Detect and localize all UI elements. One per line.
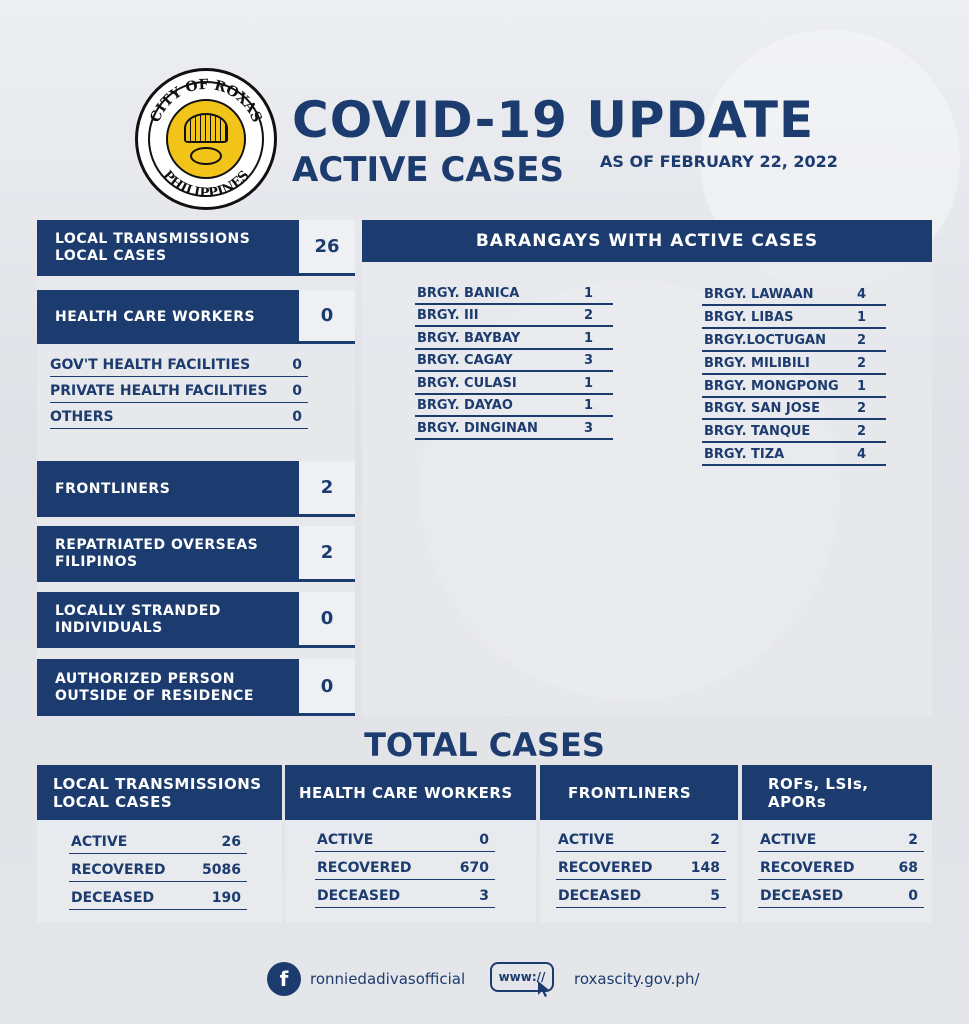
www-label: www:// [498, 970, 546, 984]
totals-row [758, 855, 924, 880]
barangay-name: BRGY. DINGINAN [417, 421, 538, 436]
barangay-row [702, 306, 886, 329]
barangay-count: 1 [583, 286, 593, 301]
barangay-name: BRGY. CAGAY [417, 353, 513, 368]
category-label: AUTHORIZED PERSON OUTSIDE OF RESIDENCE [37, 659, 299, 716]
breakdown-value: 0 [292, 383, 302, 399]
totals-row [69, 829, 247, 854]
barangay-count: 2 [856, 424, 866, 439]
totals-row-label: RECOVERED [71, 862, 166, 878]
totals-row [758, 883, 924, 908]
category-value: 2 [299, 526, 355, 582]
barangay-name: BRGY. CULASI [417, 376, 517, 391]
barangay-row [702, 329, 886, 352]
breakdown-value: 0 [292, 409, 302, 425]
barangay-count: 1 [856, 310, 866, 325]
barangay-row [702, 397, 886, 420]
totals-column-header: FRONTLINERS [540, 765, 738, 820]
barangay-count: 2 [856, 401, 866, 416]
barangay-name: BRGY. LAWAAN [704, 287, 814, 302]
totals-column-header: ROFs, LSIs, APORs [742, 765, 932, 820]
city-seal-logo [135, 68, 277, 210]
barangay-count: 1 [583, 376, 593, 391]
category-local-transmissions [37, 220, 355, 276]
totals-row-label: ACTIVE [760, 832, 817, 848]
barangay-row [415, 304, 613, 327]
total-cases-title: TOTAL CASES [364, 726, 605, 764]
website-link[interactable]: roxascity.gov.ph/ [574, 970, 700, 988]
barangay-count: 4 [856, 447, 866, 462]
totals-row-value: 5 [710, 888, 720, 904]
totals-column-health-care-workers [285, 765, 536, 923]
totals-row [758, 827, 924, 852]
barangay-count: 2 [856, 333, 866, 348]
seal-bottom-text: PHILIPPINES [159, 168, 253, 202]
breakdown-label: GOV'T HEALTH FACILITIES [50, 357, 251, 373]
totals-row-value: 5086 [202, 862, 241, 878]
totals-row [315, 855, 495, 880]
barangay-row [702, 352, 886, 375]
totals-column-frontliners [540, 765, 738, 923]
totals-row-label: DECEASED [558, 888, 642, 904]
hcw-breakdown-row [50, 404, 308, 429]
totals-row [315, 883, 495, 908]
category-authorized-person-outside-residence [37, 659, 355, 716]
barangay-row [415, 282, 613, 305]
totals-row-value: 68 [898, 860, 918, 876]
barangay-row [415, 372, 613, 395]
totals-row-value: 2 [908, 832, 918, 848]
totals-row [315, 827, 495, 852]
seal-emblem [166, 99, 246, 179]
totals-row-label: ACTIVE [71, 834, 128, 850]
page-subtitle: ACTIVE CASES [292, 150, 564, 190]
barangay-count: 1 [856, 379, 866, 394]
category-frontliners [37, 461, 355, 517]
barangay-row [415, 417, 613, 440]
totals-row-value: 148 [690, 860, 720, 876]
totals-column-rof-lsi-apor [742, 765, 932, 923]
barangay-name: BRGY. TANQUE [704, 424, 811, 439]
page-title: COVID-19 UPDATE [292, 91, 815, 149]
barangay-row [702, 443, 886, 466]
barangay-count: 3 [583, 421, 593, 436]
barangay-row [702, 283, 886, 306]
facebook-handle[interactable]: ronniedadivasofficial [310, 970, 466, 988]
barangay-count: 1 [583, 398, 593, 413]
category-label: LOCALLY STRANDED INDIVIDUALS [37, 592, 299, 648]
breakdown-label: PRIVATE HEALTH FACILITIES [50, 383, 268, 399]
barangay-count: 4 [856, 287, 866, 302]
category-value: 26 [299, 220, 355, 276]
category-value: 0 [299, 659, 355, 716]
category-label: HEALTH CARE WORKERS [37, 290, 299, 344]
barangay-row [702, 375, 886, 398]
barangay-count: 2 [856, 356, 866, 371]
category-value: 0 [299, 592, 355, 648]
cursor-arrow-icon [536, 980, 552, 998]
category-locally-stranded-individuals [37, 592, 355, 648]
category-value: 0 [299, 290, 355, 344]
totals-row [69, 885, 247, 910]
hcw-breakdown-row [50, 378, 308, 403]
totals-row-value: 0 [479, 832, 489, 848]
barangay-count: 2 [583, 308, 593, 323]
barangay-name: BRGY. TIZA [704, 447, 785, 462]
totals-row-value: 26 [221, 834, 241, 850]
barangay-name: BRGY. III [417, 308, 479, 323]
totals-row [556, 883, 726, 908]
totals-column-local [37, 765, 282, 923]
category-label: FRONTLINERS [37, 461, 299, 517]
totals-row-label: DECEASED [317, 888, 401, 904]
as-of-date: AS OF FEBRUARY 22, 2022 [600, 152, 838, 171]
totals-row-label: ACTIVE [558, 832, 615, 848]
category-health-care-workers [37, 290, 355, 344]
barangay-name: BRGY. MILIBILI [704, 356, 810, 371]
barangay-row [702, 420, 886, 443]
totals-row-label: RECOVERED [760, 860, 855, 876]
barangay-count: 3 [583, 353, 593, 368]
barangay-name: BRGY.LOCTUGAN [704, 333, 826, 348]
hcw-breakdown-row [50, 352, 308, 377]
category-label: LOCAL TRANSMISSIONS LOCAL CASES [37, 220, 299, 276]
shell-icon [184, 113, 228, 143]
totals-row-label: DECEASED [71, 890, 155, 906]
category-value: 2 [299, 461, 355, 517]
barangay-name: BRGY. SAN JOSE [704, 401, 820, 416]
barangay-name: BRGY. LIBAS [704, 310, 794, 325]
barangay-name: BRGY. BAYBAY [417, 331, 521, 346]
totals-row-label: ACTIVE [317, 832, 374, 848]
seal-top-text: CITY OF ROXAS [147, 76, 265, 125]
barangay-row [415, 394, 613, 417]
totals-row [556, 855, 726, 880]
totals-row [556, 827, 726, 852]
totals-column-header: LOCAL TRANSMISSIONS LOCAL CASES [37, 765, 282, 820]
totals-row-value: 3 [479, 888, 489, 904]
barangay-name: BRGY. MONGPONG [704, 379, 839, 394]
breakdown-value: 0 [292, 357, 302, 373]
totals-row-label: DECEASED [760, 888, 844, 904]
barangay-panel-title: BARANGAYS WITH ACTIVE CASES [362, 220, 932, 262]
totals-row-label: RECOVERED [558, 860, 653, 876]
web-cursor-icon[interactable] [490, 962, 554, 992]
barangay-row [415, 327, 613, 350]
totals-row [69, 857, 247, 882]
totals-row-value: 190 [211, 890, 241, 906]
totals-row-value: 670 [459, 860, 489, 876]
breakdown-label: OTHERS [50, 409, 114, 425]
totals-row-label: RECOVERED [317, 860, 412, 876]
category-repatriated-overseas-filipinos [37, 526, 355, 582]
crab-icon [190, 147, 222, 165]
barangay-count: 1 [583, 331, 593, 346]
totals-row-value: 0 [908, 888, 918, 904]
category-label: REPATRIATED OVERSEAS FILIPINOS [37, 526, 299, 582]
barangay-name: BRGY. DAYAO [417, 398, 513, 413]
facebook-icon[interactable]: f [267, 962, 301, 996]
totals-column-header: HEALTH CARE WORKERS [285, 765, 536, 820]
totals-row-value: 2 [710, 832, 720, 848]
barangay-row [415, 349, 613, 372]
barangay-name: BRGY. BANICA [417, 286, 520, 301]
